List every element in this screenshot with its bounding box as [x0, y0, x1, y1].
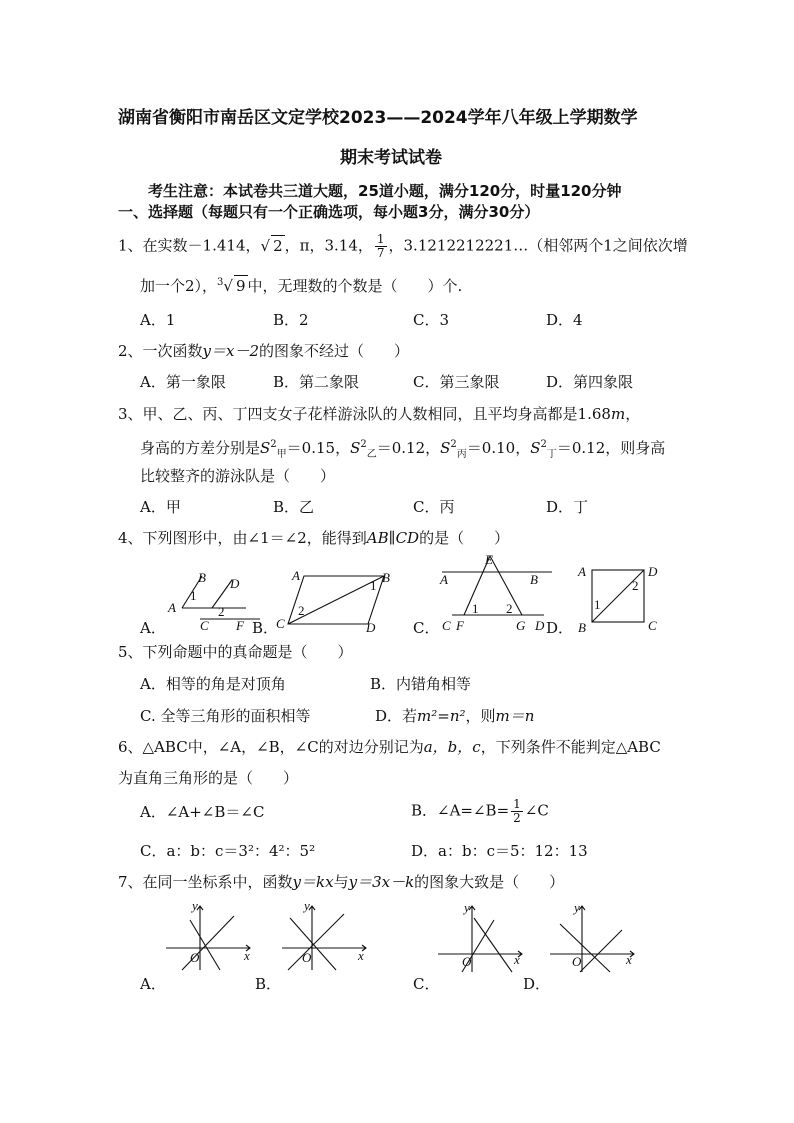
q6-option-c[interactable]: C．a：b：c＝3²：4²：5²	[140, 842, 316, 860]
q2-option-b[interactable]: B．第二象限	[273, 373, 360, 391]
sub-jia: 甲	[276, 449, 287, 460]
cbrt-radicand: 9	[235, 277, 246, 295]
q1-post: ，3.1212212221…（相邻两个1之间依次增	[388, 236, 688, 255]
fig-label: D	[230, 576, 240, 591]
sub-yi: 乙	[366, 449, 377, 460]
angle-label: 2	[218, 604, 225, 619]
q3-option-b[interactable]: B．乙	[273, 498, 315, 516]
title-line-1: 湖南省衡阳市南岳区文定学校2023——2024学年八年级上学期数学	[118, 108, 638, 128]
frac-den: 7	[376, 246, 385, 260]
section-1-heading: 一、选择题（每题只有一个正确选项，每小题3分，满分30分）	[118, 203, 540, 221]
q3-option-d[interactable]: D．丁	[546, 498, 589, 516]
q4-option-a[interactable]: A．	[140, 619, 166, 637]
angle-label: 1	[472, 601, 479, 616]
var-bing: ＝0.10，	[466, 439, 531, 457]
q2-expr: y＝x－2	[202, 342, 260, 360]
q7-post: 的图象大致是（ ）	[414, 873, 565, 891]
graph-line-1	[560, 924, 610, 972]
fig-label: B	[382, 570, 390, 585]
var-ding: ＝0.12，则身高	[556, 439, 666, 457]
q1-line-2: 加一个2），$^3$√ 9 中，无理数的个数是（ ）个.	[140, 277, 463, 295]
q3-option-a[interactable]: A．甲	[140, 498, 181, 516]
q7-graph-b	[278, 900, 374, 972]
origin-label: O	[190, 950, 200, 965]
q1-line-1	[118, 233, 688, 260]
fig-label: A	[168, 600, 176, 615]
q1-option-d[interactable]: D．4	[546, 311, 583, 329]
q3-line1-text: 3、甲、乙、丙、丁四支女子花样游泳队的人数相同，且平均身高都是1.68	[118, 405, 611, 423]
fig-label: D	[366, 620, 376, 635]
q7-option-d[interactable]: D．	[523, 975, 551, 993]
q6-line-2: 为直角三角形的是（ ）	[118, 769, 299, 787]
q7-stem	[118, 872, 564, 892]
q4-stem	[118, 528, 509, 548]
x-label: x	[244, 948, 250, 963]
sqrt-2: √ 2	[260, 236, 283, 255]
var-jia: ＝0.15，	[286, 439, 351, 457]
fig-label: C	[648, 618, 657, 633]
q1-option-c[interactable]: C．3	[413, 311, 450, 329]
fig-label: C	[200, 618, 209, 633]
y-label: y	[304, 898, 310, 913]
origin-label: O	[302, 950, 312, 965]
y-label: y	[192, 898, 198, 913]
q7-pre: 7、在同一坐标系中，函数	[118, 873, 293, 891]
q6-b-post: ∠C	[524, 801, 549, 820]
q7-expr1: y＝kx	[292, 873, 334, 891]
q4-figure-c	[438, 552, 558, 632]
frac-den: 2	[513, 811, 521, 825]
q6-b-pre: B．∠A=∠B=	[411, 801, 510, 820]
q7-graph-c	[434, 900, 530, 972]
q4-figure-a	[160, 568, 260, 633]
q6-line1-post: ，下列条件不能判定△ABC	[480, 738, 661, 756]
frac-num: 1	[513, 797, 521, 811]
angle-label: 1	[190, 588, 197, 603]
q3-option-c[interactable]: C．丙	[413, 498, 455, 516]
fig-label: C	[442, 618, 451, 633]
q4-figure-b	[276, 568, 396, 635]
graph-line-2	[580, 930, 622, 972]
q1-pre: 1、在实数－1.414，	[118, 236, 261, 255]
graph-line-1	[288, 914, 344, 970]
q6-line1-pre: 6、△ABC中，∠A，∠B，∠C的对边分别记为	[118, 738, 424, 756]
q5-d-expr2: m＝n	[495, 707, 535, 725]
notice: 考生注意：本试卷共三道大题，25道小题，满分120分，时量120分钟	[148, 182, 622, 200]
q5-d-mid: ，则	[465, 707, 496, 725]
q4-option-c[interactable]: C．	[413, 619, 440, 637]
x-label: x	[626, 952, 632, 967]
q1-line2-post: 中，无理数的个数是（ ）个.	[247, 277, 463, 295]
q7-option-b[interactable]: B．	[255, 975, 282, 993]
origin-label: O	[462, 954, 472, 969]
fig-label: D	[648, 564, 658, 579]
angle-label: 2	[298, 603, 305, 618]
frac-num: 1	[376, 232, 385, 246]
fig-label: B	[198, 570, 206, 585]
q5-option-d[interactable]	[375, 706, 534, 726]
fig-label: E	[485, 552, 493, 567]
q2-post: 的图象不经过（ ）	[259, 342, 410, 360]
q1-option-b[interactable]: B．2	[273, 311, 309, 329]
x-label: x	[514, 952, 520, 967]
y-label: y	[574, 900, 580, 915]
fig-label: A	[292, 568, 300, 583]
q7-graph-a	[162, 900, 258, 972]
q3-line-2: 身高的方差分别是$S^2_甲=0.15$，$S^2_乙=0.12$，$S^2_丙=0.10$，$S^2_丁=0.12$，则身高	[140, 439, 666, 460]
q4-option-d[interactable]: D．	[546, 619, 574, 637]
q2-option-d[interactable]: D．第四象限	[546, 373, 634, 391]
q5-option-b[interactable]: B．内错角相等	[370, 675, 472, 693]
fig-label: F	[456, 618, 464, 633]
q7-mid: 与	[333, 873, 349, 891]
title-line-2: 期末考试试卷	[340, 148, 442, 168]
q2-option-a[interactable]: A．第一象限	[140, 373, 226, 391]
angle-label: 1	[594, 597, 601, 612]
angle-label: 2	[506, 601, 513, 616]
fig-label: A	[440, 572, 448, 587]
origin-label: O	[572, 954, 582, 969]
q4-post: 的是（ ）	[419, 529, 510, 547]
q2-stem	[118, 341, 409, 361]
q5-d-pre: D．若	[375, 707, 418, 725]
angle-label: 1	[370, 578, 377, 593]
sqrt-radicand: 2	[273, 236, 283, 255]
fig-label: D	[535, 618, 545, 633]
fig-label: B	[530, 572, 538, 587]
q7-graph-d	[546, 900, 642, 972]
angle-label: 2	[632, 578, 639, 593]
q7-option-a[interactable]: A．	[140, 975, 166, 993]
graph-line-2	[290, 918, 336, 970]
q6-line-1	[118, 737, 661, 757]
q5-option-a[interactable]: A．相等的角是对顶角	[140, 675, 286, 693]
cbrt-index: 3	[217, 277, 224, 288]
fig-label: C	[276, 616, 285, 631]
q1-option-a[interactable]: A．1	[140, 311, 176, 329]
sub-ding: 丁	[546, 449, 557, 460]
fig-label: G	[516, 618, 526, 633]
fig-label: B	[578, 620, 586, 635]
fig-label: F	[236, 618, 244, 633]
q3-line-3: 比较整齐的游泳队是（ ）	[140, 467, 336, 485]
q7-option-c[interactable]: C．	[413, 975, 440, 993]
q4-option-b[interactable]: B．	[252, 619, 279, 637]
x-label: x	[358, 948, 364, 963]
q7-expr2: y＝3x－k	[348, 873, 415, 891]
graph-line-2	[474, 918, 512, 972]
q6-option-d[interactable]: D．a：b：c＝5：12：13	[411, 842, 588, 860]
sub-bing: 丙	[456, 449, 467, 460]
q6-option-b[interactable]	[411, 798, 549, 825]
fraction-1-2	[511, 798, 523, 825]
fraction-1-7	[375, 233, 387, 260]
q3-line-1: 3、甲、乙、丙、丁四支女子花样游泳队的人数相同，且平均身高都是1.68m，	[118, 405, 641, 423]
q2-option-c[interactable]: C．第三象限	[413, 373, 500, 391]
q4-expr: AB∥CD	[366, 529, 420, 547]
q6-option-a[interactable]: A．∠A+∠B＝∠C	[140, 803, 265, 821]
q3-unit: m	[610, 405, 626, 423]
q3-line2-pre: 身高的方差分别是	[140, 439, 261, 457]
fig-label: A	[578, 564, 586, 579]
q5-d-expr: m²=n²	[417, 707, 466, 725]
q2-pre: 2、一次函数	[118, 342, 203, 360]
y-label: y	[464, 900, 470, 915]
q6-vars: a，b，c	[423, 738, 481, 756]
q4-pre: 4、下列图形中，由∠1＝∠2，能得到	[118, 529, 367, 547]
q1-line2-pre: 加一个2），	[140, 277, 218, 295]
q4-figure-d	[576, 562, 662, 634]
q5-option-c[interactable]: C. 全等三角形的面积相等	[140, 707, 311, 725]
var-yi: ＝0.12，	[376, 439, 441, 457]
q5-stem: 5、下列命题中的真命题是（ ）	[118, 643, 353, 661]
q1-mid: ，π，3.14，	[284, 236, 373, 255]
